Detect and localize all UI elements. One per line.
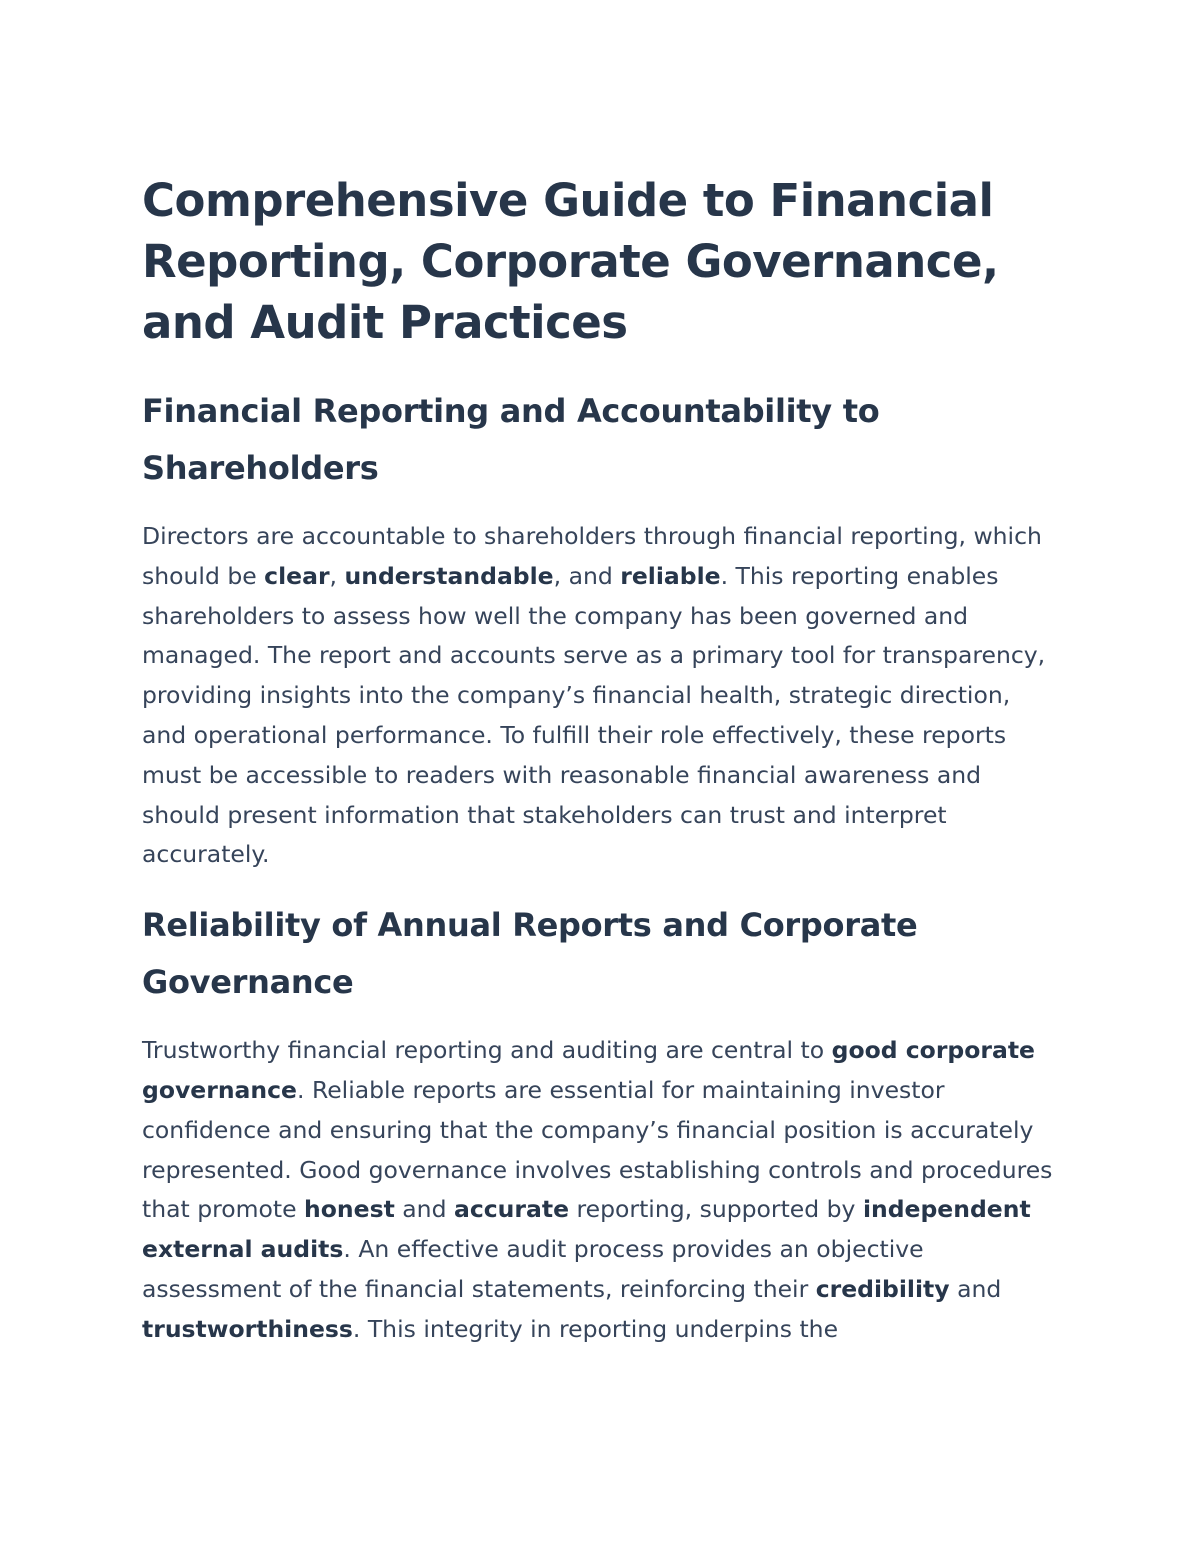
paragraph-text: Trustworthy financial reporting and auditing are central to [142, 1036, 832, 1065]
emphasis-accurate: accurate [453, 1195, 570, 1224]
paragraph-text: , [329, 561, 345, 590]
paragraph-text: . This reporting enables shareholders to assess how well the company has been governed and managed. The report and accounts serve as a primary tool for transparency, providing insights into the company’s financial health, strategic direction, and operational performance. To fulfill their role effectively, these reports must be accessible to readers with reasonable financial awareness and should present information that stakeholders can trust and interpret accurately. [142, 561, 1046, 869]
paragraph-text: . Reliable reports are essential for maintaining investor confidence and ensuring that the company’s financial position is accurately represented. Good governance involves establishing controls and procedures that promote [142, 1075, 1053, 1224]
emphasis-good-corporate-governance: good corporate governance [142, 1036, 1035, 1104]
section-heading-reliability: Reliability of Annual Reports and Corporate Governance [142, 906, 918, 1002]
paragraph-text: and [394, 1195, 454, 1224]
section-paragraph-financial-reporting [142, 517, 1060, 875]
emphasis-independent-external-audits: independent external audits [142, 1195, 1031, 1264]
paragraph-text: . This integrity in reporting underpins the [352, 1314, 839, 1343]
paragraph-text: . An effective audit process provides an objective assessment of the financial statements, reinforcing their [142, 1235, 924, 1303]
paragraph-text: reporting, supported by [569, 1195, 863, 1224]
emphasis-reliable: reliable [620, 561, 721, 590]
section-heading-financial-reporting: Financial Reporting and Accountability to Shareholders [142, 392, 880, 487]
document-page [142, 170, 1060, 1350]
emphasis-honest: honest [304, 1195, 395, 1224]
section-paragraph-reliability [142, 1031, 1060, 1349]
emphasis-trustworthiness: trustworthiness [142, 1314, 353, 1343]
paragraph-text: and [949, 1274, 1002, 1303]
document-title: Comprehensive Guide to Financial Reporting, Corporate Governance, and Audit Practices [142, 174, 999, 349]
emphasis-clear: clear [264, 561, 330, 590]
emphasis-credibility: credibility [815, 1274, 950, 1303]
emphasis-understandable: understandable [344, 561, 554, 590]
paragraph-text: , and [553, 561, 621, 590]
paragraph-text: Directors are accountable to shareholders through financial reporting, which should be [142, 522, 1042, 590]
